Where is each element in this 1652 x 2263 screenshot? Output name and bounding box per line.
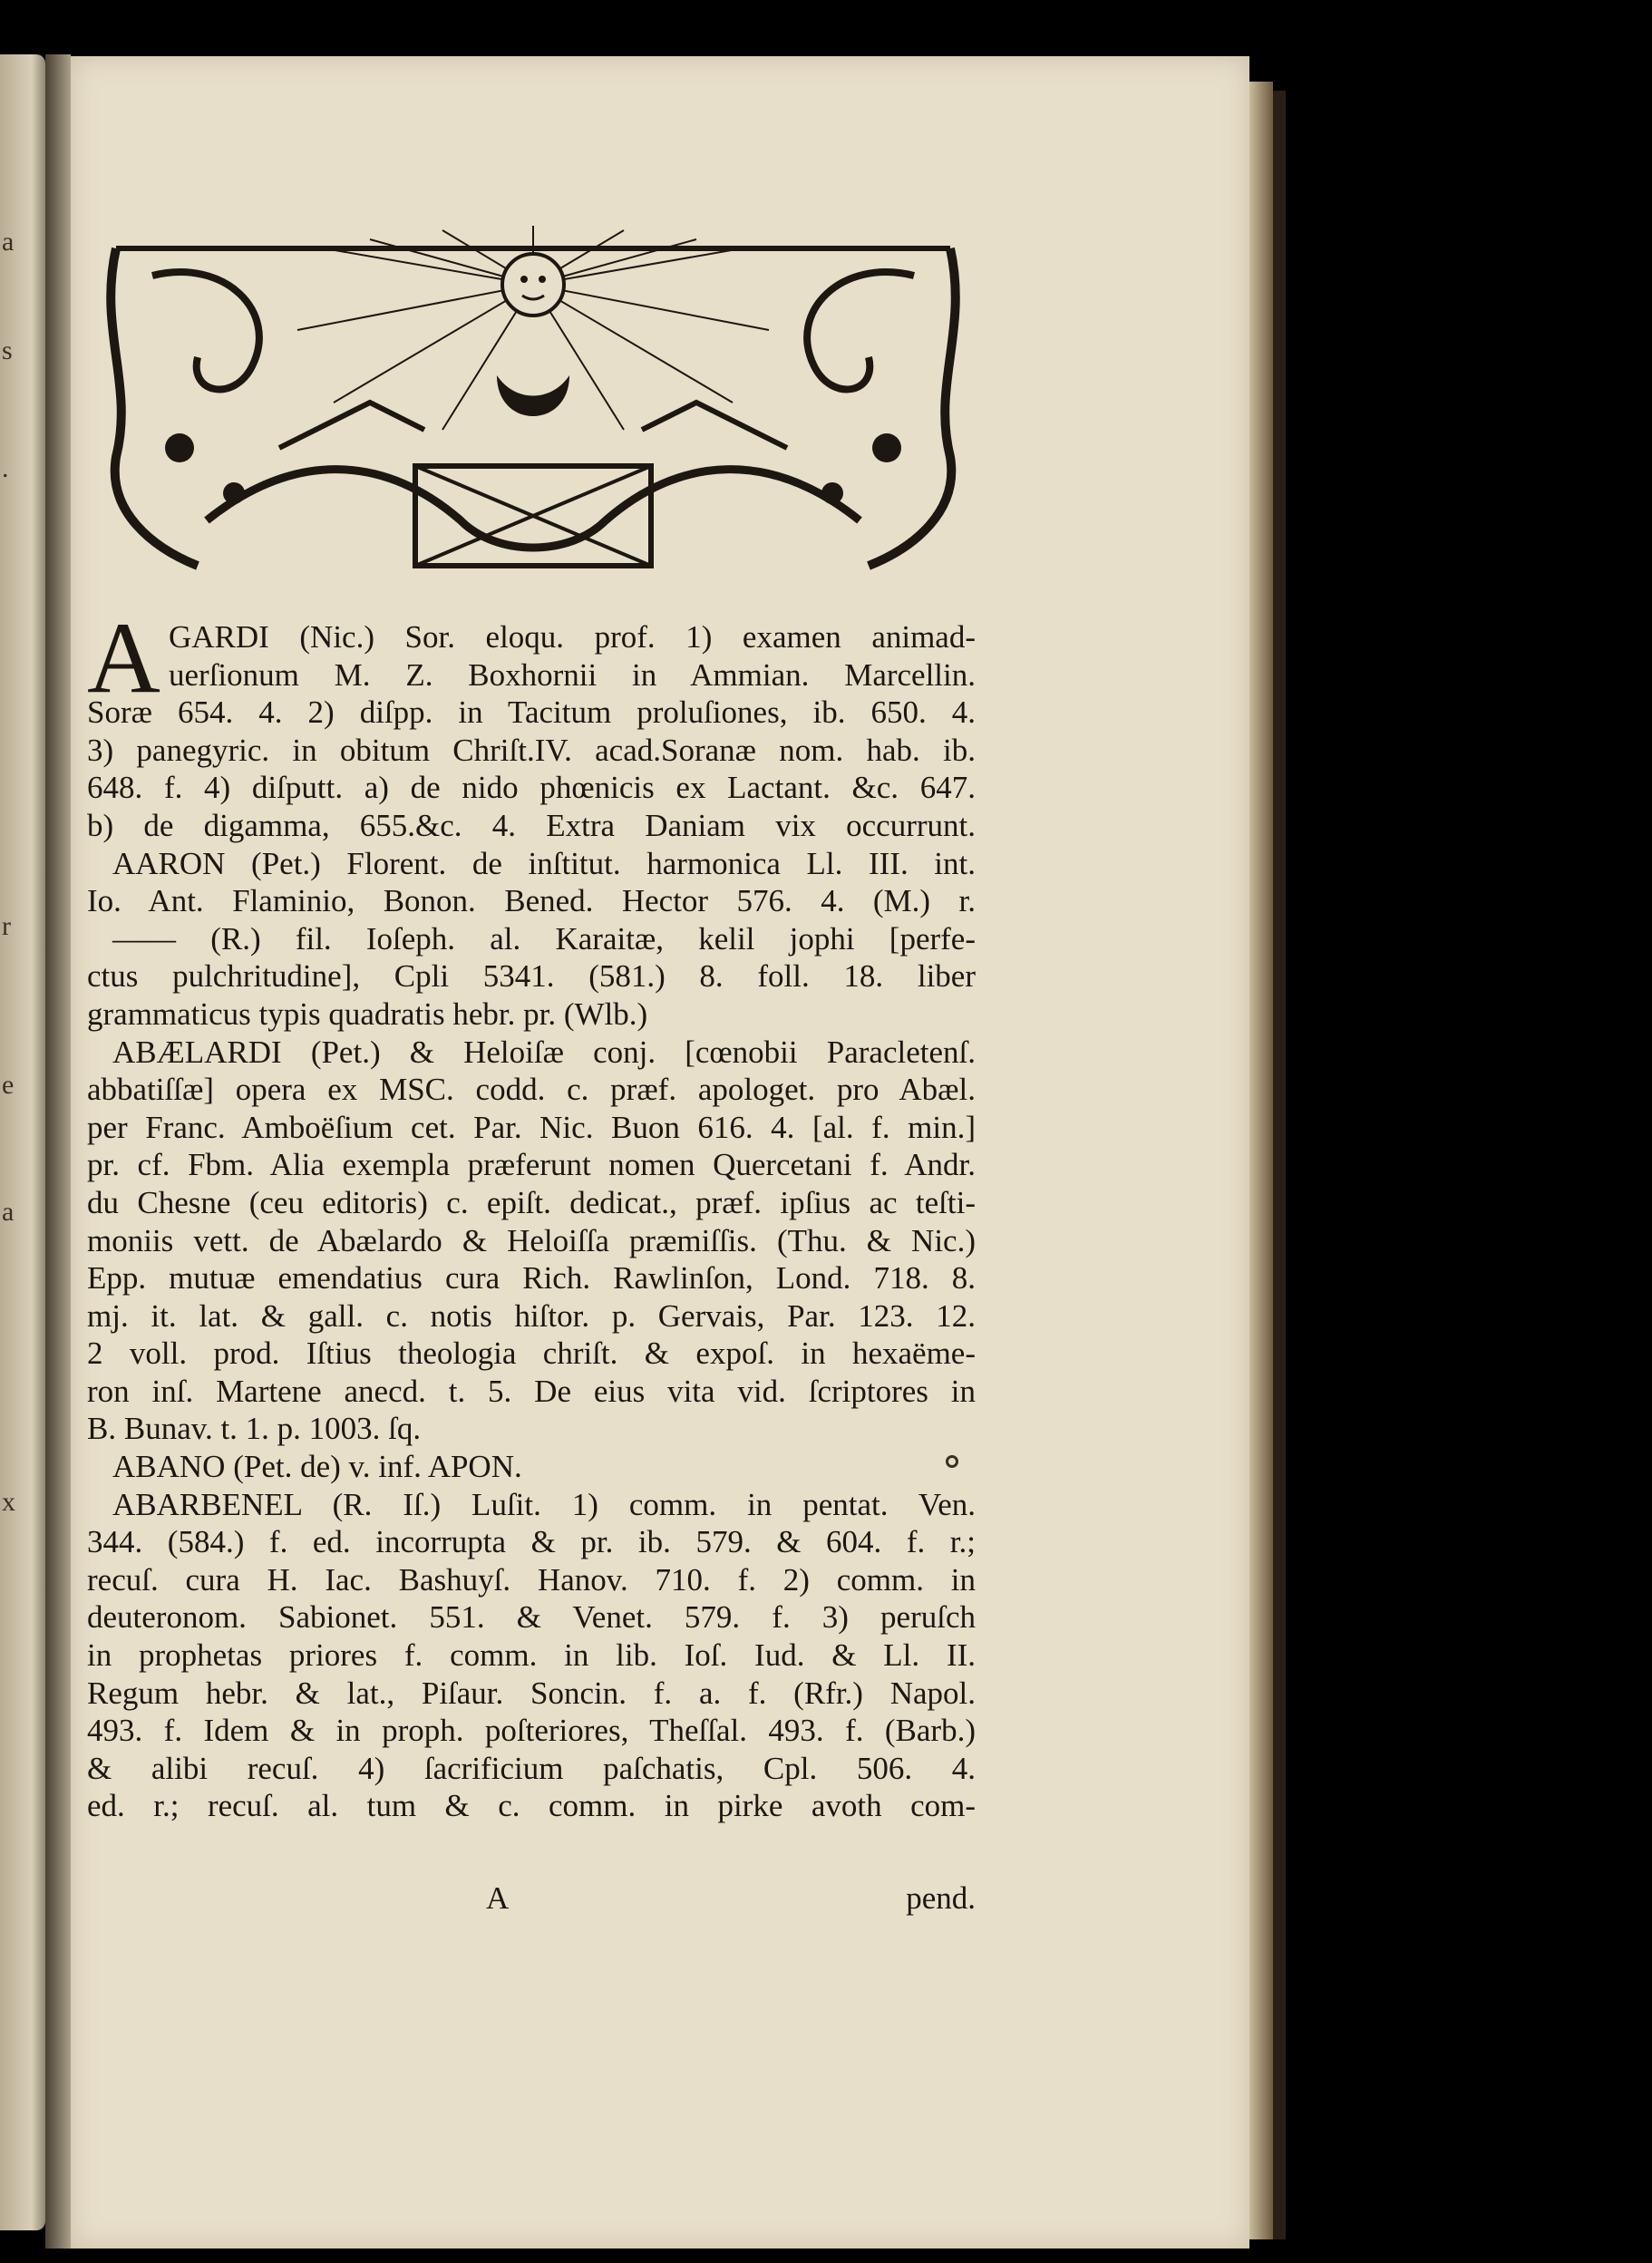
text-line: moniis vett. de Abælardo & Heloiſſa præmiſſis. (Thu. & Nic.) (87, 1222, 976, 1258)
text-line: b) de digamma, 655.&c. 4. Extra Daniam vix occurrunt. (87, 807, 976, 843)
margin-fragment: . (2, 453, 9, 483)
dictionary-text (87, 602, 976, 1825)
ink-speck (946, 1455, 958, 1468)
text-line: mj. it. lat. & gall. c. notis hiſtor. p. Gervais, Par. 123. 12. (87, 1297, 976, 1334)
text-line: ron inſ. Martene anecd. t. 5. De eius vita vid. ſcriptores in (87, 1373, 976, 1409)
central-flame-icon (497, 375, 569, 416)
book-cover-edge (1273, 91, 1286, 2239)
margin-fragment: e (2, 1070, 15, 1100)
text-line: 3) panegyric. in obitum Chriſt.IV. acad.Soranæ nom. hab. ib. (87, 732, 976, 768)
sun-face-icon (502, 254, 564, 316)
drop-cap-letter: A (87, 602, 160, 714)
text-line: 2 voll. prod. Iſtius theologia chriſt. & expoſ. in hexaëme- (87, 1335, 976, 1372)
text-line: Epp. mutuæ emendatius cura Rich. Rawlinſon, Lond. 718. 8. (87, 1260, 976, 1297)
text-line: ABÆLARDI (Pet.) & Heloiſæ conj. [cœnobii Paracletenſ. (112, 1034, 976, 1070)
text-line: Soræ 654. 4. 2) diſpp. in Tacitum proluſiones, ib. 650. 4. (87, 694, 976, 731)
text-line: grammaticus typis quadratis hebr. pr. (Wlb.) (87, 996, 648, 1032)
text-line: Io. Ant. Flaminio, Bonon. Bened. Hector 576. 4. (M.) r. (87, 883, 976, 919)
text-line: pr. cf. Fbm. Alia exempla præferunt nomen Quercetani f. Andr. (87, 1147, 976, 1183)
text-line: ABARBENEL (R. Iſ.) Luſit. 1) comm. in pentat. Ven. (112, 1486, 976, 1522)
text-line: 344. (584.) f. ed. incorrupta & pr. ib. 579. & 604. f. r.; (87, 1524, 976, 1560)
text-line: ABANO (Pet. de) v. inf. APON. (112, 1449, 522, 1485)
page-stack-edge (1249, 82, 1273, 2239)
book-page (71, 56, 1249, 2248)
text-line: 493. f. Idem & in proph. poſteriores, Theſſal. 493. f. (Barb.) (87, 1713, 976, 1749)
catchword: pend. (906, 1880, 976, 1916)
text-line: ed. r.; recuſ. al. tum & c. comm. in pirke avoth com- (87, 1788, 976, 1824)
text-line: —— (R.) fil. Ioſeph. al. Karaitæ, kelil jophi [perfe- (112, 920, 976, 957)
margin-fragment: r (2, 911, 11, 941)
text-line: ctus pulchritudine], Cpli 5341. (581.) 8. foll. 18. liber (87, 958, 976, 995)
margin-fragment: a (2, 227, 15, 257)
text-line: GARDI (Nic.) Sor. eloqu. prof. 1) examen animad- (169, 619, 976, 655)
margin-fragment: s (2, 335, 13, 365)
text-line: in prophetas priores f. comm. in lib. Ioſ. Iud. & Ll. II. (87, 1637, 976, 1674)
text-line: recuſ. cura H. Iac. Bashuyſ. Hanov. 710. f. 2) comm. in (87, 1561, 976, 1598)
text-line: uerſionum M. Z. Boxhornii in Ammian. Marcellin. (169, 656, 976, 693)
margin-fragment: a (2, 1197, 15, 1227)
text-line: Regum hebr. & lat., Piſaur. Soncin. f. a. f. (Rfr.) Napol. (87, 1675, 976, 1711)
text-line: AARON (Pet.) Florent. de inſtitut. harmonica Ll. III. int. (112, 845, 976, 881)
text-line: abbatiſſæ] opera ex MSC. codd. c. præf. apologet. pro Abæl. (87, 1072, 976, 1108)
text-line: B. Bunav. t. 1. p. 1003. ſq. (87, 1411, 422, 1447)
ornamental-headpiece (98, 221, 968, 584)
margin-fragment: x (2, 1487, 15, 1517)
text-line: per Franc. Amboëſium cet. Par. Nic. Buon 616. 4. [al. f. min.] (87, 1109, 976, 1145)
signature-mark: A (486, 1880, 510, 1916)
previous-page-edge (0, 54, 45, 2230)
text-line: & alibi recuſ. 4) ſacrificium paſchatis, Cpl. 506. 4. (87, 1750, 976, 1786)
book-gutter (45, 54, 71, 2248)
text-line: du Chesne (ceu editoris) c. epiſt. dedicat., præf. ipſius ac teſti- (87, 1184, 976, 1220)
text-line: deuteronom. Sabionet. 551. & Venet. 579. f. 3) peruſch (87, 1599, 976, 1636)
page-footer (87, 1880, 976, 1918)
text-line: 648. f. 4) diſputt. a) de nido phœnicis ex Lactant. &c. 647. (87, 770, 976, 806)
